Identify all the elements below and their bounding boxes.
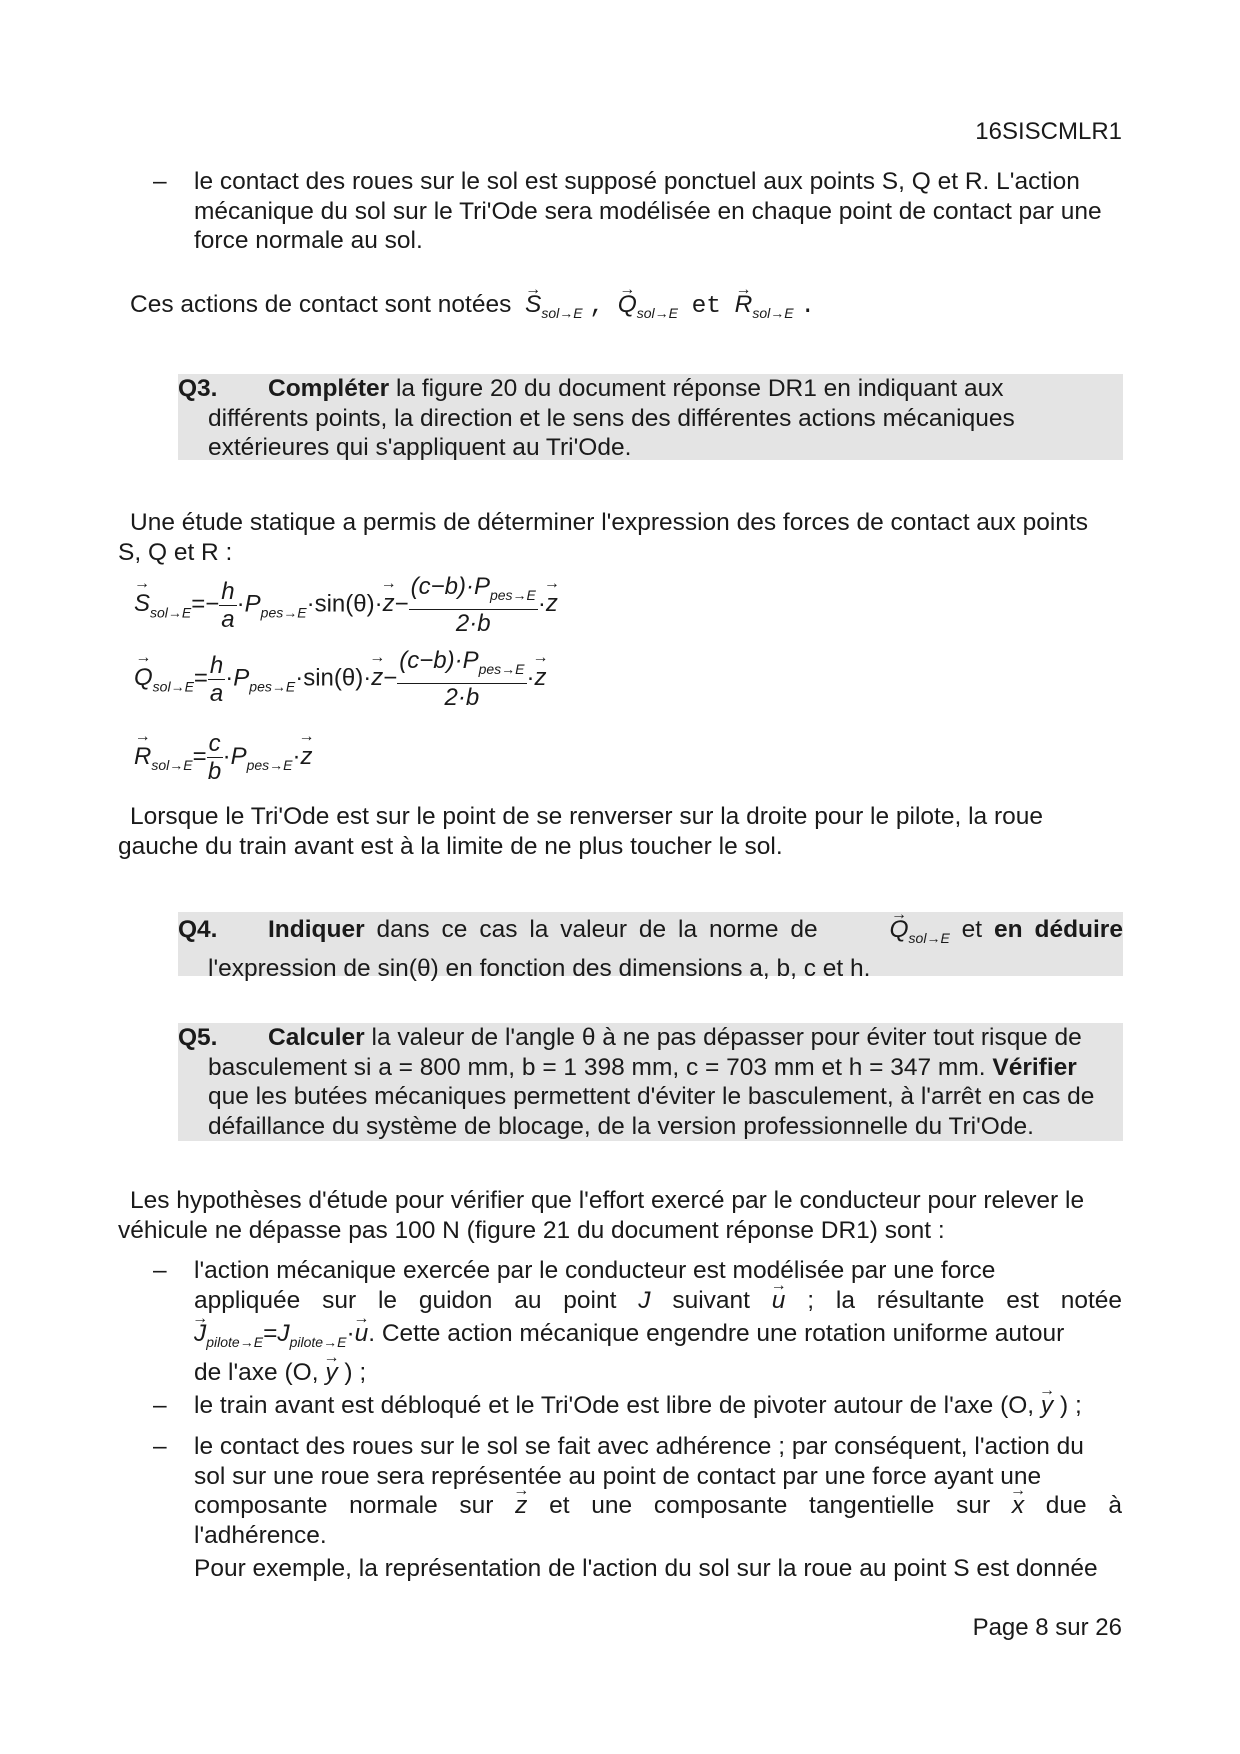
frac-num-h: h (221, 577, 235, 605)
hypothesis-bullet-2 (194, 1391, 1122, 1421)
static-line-1: Une étude statique a permis de déterminer l'expression des forces de contact aux points (130, 509, 1088, 536)
equation-Q: → $Q_{sol\to E}=$ $\frac{h}{a}$ $\cdot P_{pes\to E}\cdot\sin(\theta)\cdot\to z-$ $\frac{(c-b)\cdot P_{pes\to E}}{2\cdot b}$ ·→ z (134, 647, 547, 711)
tipping-line-1: Lorsque le Tri'Ode est sur le point de se renverser sur la droite pour le pilote, la roue (130, 803, 1044, 830)
q5-text (208, 1023, 1123, 1141)
sep-comma: , (589, 293, 605, 320)
vector-y: → y (1041, 1391, 1053, 1421)
q5-label: Q5. (178, 1024, 218, 1051)
sub-sol-E: sol→E (636, 305, 678, 321)
bullet-dash: – (153, 168, 167, 195)
hypotheses-paragraph (118, 1186, 1123, 1245)
q4-verb2: en déduire (994, 916, 1123, 943)
vector-z: → z (535, 664, 547, 692)
sub-sol-E: sol→E (151, 756, 193, 773)
q5-line2-text: basculement si a = 800 mm, b = 1 398 mm, c = 703 mm et h = 347 mm. (208, 1053, 986, 1081)
q4-line-2: l'expression de sin(θ) en fonction des dimensions a, b, c et h. (208, 954, 871, 982)
b1-line3-text: . Cette action mécanique engendre une rotation uniforme autour (368, 1320, 1065, 1347)
question-q3 (178, 374, 1123, 460)
symbol-J: J (277, 1320, 290, 1347)
q4-label: Q4. (178, 916, 218, 943)
q3-line-2: différents points, la direction et le sens des différentes actions mécaniques (208, 404, 1015, 432)
b1-line2c: ; la résultante est notée (807, 1286, 1123, 1314)
sub-sol-E: sol→E (541, 305, 583, 321)
b3-line-1: le contact des roues sur le sol se fait avec adhérence ; par conséquent, l'action du (194, 1433, 1084, 1460)
sub-sol-E: sol→E (152, 678, 194, 695)
vector-Q: → Q (829, 915, 908, 945)
frac-den-a: a (221, 605, 235, 633)
q5-line-3: que les butées mécaniques permettent d'éviter le basculement, à l'arrêt en cas de (208, 1083, 1095, 1110)
b1-line-4 (194, 1358, 1122, 1388)
q5-line1-text: la valeur de l'angle θ à ne pas dépasser pour éviter tout risque de (371, 1024, 1082, 1051)
vector-z: → z (383, 590, 395, 618)
static-study-paragraph (118, 508, 1123, 567)
hypothesis-bullet-3 (194, 1432, 1122, 1584)
q5-line-2 (208, 1053, 1123, 1083)
vector-S: → S (525, 290, 541, 320)
q4-text1: dans ce cas la valeur de la norme de (376, 916, 818, 943)
fraction-cb-2b (409, 573, 538, 637)
q3-text (208, 374, 1123, 463)
vector-z: → z (301, 743, 313, 771)
q5-verb: Calculer (268, 1024, 365, 1051)
q4-text2: et (961, 916, 983, 943)
notation-prefix: Ces actions de contact sont notées (130, 291, 512, 318)
q5-line-4: défaillance du système de blocage, de la version professionnelle du Tri'Ode. (208, 1112, 1034, 1140)
b3-line3a: composante normale sur (194, 1492, 494, 1519)
intro-bullet (194, 167, 1122, 256)
sub-sol-E: sol→E (908, 930, 950, 946)
equation-S: → $S_{sol\to E}=-$ $\frac{h}{a}$ $\cdot P_{pes\to E}\cdot\sin(\theta)\cdot\to z-$ $\frac{(c-b)\cdot P_{pes\to E}}{2\cdot b}$ ·→ z (134, 573, 558, 637)
question-q5 (178, 1023, 1123, 1141)
b1-line4a: de l'axe (O, (194, 1358, 319, 1386)
sub-sol-E: sol→E (752, 305, 794, 321)
b1-line4b: ) ; (344, 1358, 367, 1386)
b3-line-2: sol sur une roue sera représentée au point de contact par une force ayant une (194, 1462, 1042, 1490)
vector-Q: → Q (134, 664, 153, 692)
symbol-P: P (230, 742, 247, 770)
sub-pes-E: pes→E (489, 587, 536, 603)
q5-verb2: Vérifier (992, 1053, 1077, 1081)
fraction-c-b (207, 730, 223, 785)
b3-line3c: due à (1045, 1492, 1123, 1519)
sin-theta: sin(θ) (314, 590, 375, 618)
b1-line2a: appliquée sur le guidon au point (194, 1286, 617, 1314)
point-J: J (638, 1286, 651, 1314)
sub-pes-E: pes→E (478, 661, 525, 677)
b3-line-4: l'adhérence. (194, 1521, 327, 1549)
frac-den-2b: 2·b (444, 684, 480, 711)
tipping-paragraph (118, 802, 1123, 861)
vector-J: → J (194, 1319, 206, 1349)
vector-z: → z (515, 1491, 527, 1521)
question-q4 (178, 912, 1123, 982)
fraction-h-a (208, 652, 225, 707)
hypothesis-bullet-1 (194, 1256, 1122, 1387)
q3-line1-text: la figure 20 du document réponse DR1 en indiquant aux (395, 375, 1004, 402)
b3-line3b: et une composante tangentielle sur (549, 1492, 991, 1519)
b2-end: ) ; (1059, 1392, 1082, 1419)
vector-u: → u (772, 1286, 786, 1316)
q4-line-1 (208, 915, 1123, 954)
q3-line-3: extérieures qui s'appliquent au Tri'Ode. (208, 434, 632, 461)
intro-line-2: mécanique du sol sur le Tri'Ode sera modélisée en chaque point de contact par une (194, 197, 1102, 225)
sub-pes-E: pes→E (249, 678, 296, 695)
frac-num-cb: (c−b)·P (410, 573, 490, 600)
hypotheses-line-2: véhicule ne dépasse pas 100 N (figure 21 du document réponse DR1) sont : (118, 1216, 945, 1244)
bullet-dash: – (153, 1392, 167, 1419)
page-number: Page 8 sur 26 (972, 1614, 1122, 1641)
fraction-h-a (219, 578, 236, 633)
q3-label: Q3. (178, 375, 218, 402)
vector-z: → z (371, 664, 383, 692)
vector-R: → R (134, 743, 151, 771)
vector-Q: → Q (618, 290, 637, 320)
sub-pes-E: pes→E (260, 604, 307, 621)
fraction-cb-2b (397, 647, 526, 711)
b1-line-2 (194, 1286, 1122, 1316)
b1-line-3: → $J_{pilote\to E}=J_{pilote\to E}\cdot\to u$. Cette action mécanique engendre une rotation uniforme autour (194, 1319, 1122, 1358)
hypotheses-line-1: Les hypothèses d'étude pour vérifier que l'effort exercé par le conducteur pour relever le (130, 1187, 1085, 1214)
b1-line2b: suivant (672, 1286, 750, 1314)
q3-line-1 (208, 374, 1123, 404)
notation-line (130, 290, 815, 329)
document-code: 16SISCMLR1 (975, 118, 1122, 145)
vector-R: → R (735, 290, 753, 320)
symbol-P: P (233, 664, 250, 692)
b3-example: Pour exemple, la représentation de l'action du sol sur la roue au point S est donnée (194, 1555, 1098, 1582)
sub-pilote-E: pilote→E (289, 1334, 347, 1350)
vector-S: → S (134, 590, 150, 618)
vector-x: → x (1012, 1491, 1024, 1521)
sub-sol-E: sol→E (150, 604, 192, 621)
sin-theta: sin(θ) (303, 664, 364, 692)
intro-line-3: force normale au sol. (194, 227, 423, 254)
vector-u: → u (355, 1319, 369, 1349)
bullet-dash: – (153, 1257, 167, 1284)
intro-line-1: le contact des roues sur le sol est supposé ponctuel aux points S, Q et R. L'action (194, 168, 1080, 195)
b1-line-1: l'action mécanique exercée par le conducteur est modélisée par une force (194, 1257, 996, 1284)
equation-R: → $R_{sol\to E}=$ $\frac{c}{b}$ $\cdot P_{pes\to E}\cdot\to z$ (134, 730, 313, 785)
sep-et: et (691, 293, 722, 320)
tipping-line-2: gauche du train avant est à la limite de ne plus toucher le sol. (118, 832, 783, 860)
frac-den-b: b (207, 758, 222, 785)
bullet-dash: – (153, 1433, 167, 1460)
sub-pilote-E: pilote→E (206, 1334, 264, 1350)
q4-text (208, 915, 1123, 983)
symbol-P: P (244, 590, 261, 618)
frac-num-c: c (208, 730, 221, 757)
q4-verb: Indiquer (268, 916, 365, 943)
q3-verb: Compléter (268, 375, 390, 402)
frac-num-h: h (209, 651, 224, 679)
vector-y: → y (325, 1358, 337, 1388)
frac-num-cb: (c−b)·P (399, 647, 479, 674)
frac-den-2b: 2·b (455, 610, 491, 637)
sub-pes-E: pes→E (246, 756, 293, 773)
static-line-2: S, Q et R : (118, 538, 233, 566)
b3-line-3 (194, 1491, 1122, 1521)
frac-den-a: a (209, 679, 224, 707)
sep-dot: . (800, 293, 816, 320)
q5-line-1 (208, 1023, 1123, 1053)
vector-z: → z (546, 590, 558, 618)
b2-text: le train avant est débloqué et le Tri'Ode est libre de pivoter autour de l'axe (O, (194, 1392, 1035, 1419)
